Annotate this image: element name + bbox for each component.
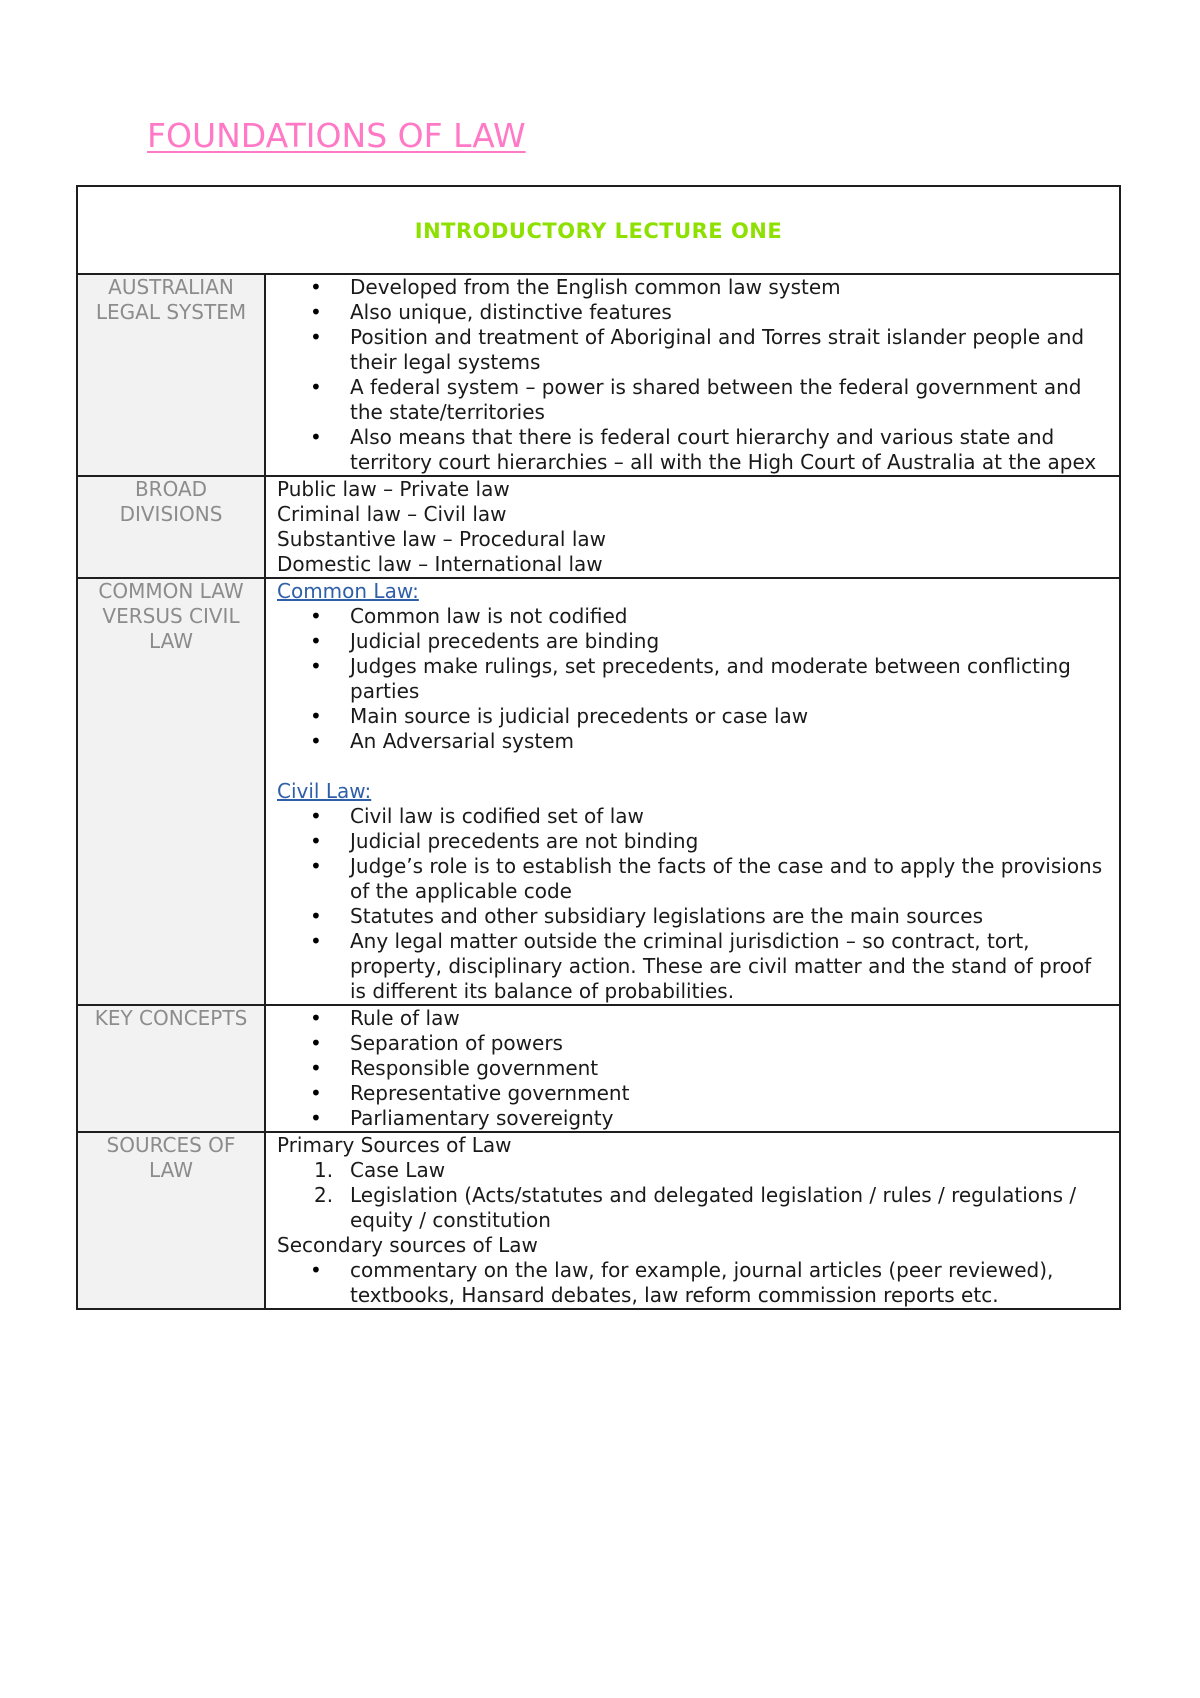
primary-sources-heading: Primary Sources of Law: [277, 1133, 512, 1157]
list-item: • Judicial precedents are not binding: [277, 829, 1111, 854]
list-item: • A federal system – power is shared between the federal government and the state/territories: [277, 375, 1111, 425]
list-item: • Developed from the English common law system: [277, 275, 1111, 300]
numbered-list: [277, 1158, 1111, 1233]
row-content-sources-of-law: [265, 1132, 1120, 1309]
list-item: • Any legal matter outside the criminal jurisdiction – so contract, tort, property, disciplinary action. These are civil matter and the stand of proof is different its balance of probabilities.: [277, 929, 1111, 1004]
list-item: • Parliamentary sovereignty: [277, 1106, 1111, 1131]
list-item: • Responsible government: [277, 1056, 1111, 1081]
bullet-list: [277, 1258, 1111, 1308]
common-law-bullet-list: [277, 604, 1111, 754]
civil-law-heading: Civil Law:: [277, 779, 372, 803]
list-item: Legislation (Acts/statutes and delegated legislation / rules / regulations / equity / constitution: [350, 1183, 1077, 1232]
table-heading: [77, 186, 1120, 274]
lecture-notes-table: [76, 185, 1121, 1310]
list-item: • Common law is not codified: [277, 604, 1111, 629]
table-row: [77, 274, 1120, 476]
list-item: Case Law: [350, 1158, 446, 1182]
row-content-key-concepts: [265, 1005, 1120, 1132]
spacer: [277, 754, 1111, 779]
row-label-sources-of-law: SOURCES OF LAW: [77, 1132, 265, 1309]
row-label-key-concepts: KEY CONCEPTS: [77, 1005, 265, 1132]
division-line: Public law – Private law: [277, 477, 510, 501]
secondary-sources-heading: Secondary sources of Law: [277, 1233, 538, 1257]
list-item: • Also means that there is federal court hierarchy and various state and territory court hierarchies – all with the High Court of Australia at the apex: [277, 425, 1111, 475]
list-item: • Rule of law: [277, 1006, 1111, 1031]
list-item: • Also unique, distinctive features: [277, 300, 1111, 325]
list-item: • Judge’s role is to establish the facts of the case and to apply the provisions of the applicable code: [277, 854, 1111, 904]
table-row: [77, 1005, 1120, 1132]
division-line: Criminal law – Civil law: [277, 502, 507, 526]
division-line: Domestic law – International law: [277, 552, 603, 576]
row-label-broad-divisions: BROAD DIVISIONS: [77, 476, 265, 578]
list-item: • Judicial precedents are binding: [277, 629, 1111, 654]
list-item: • Civil law is codified set of law: [277, 804, 1111, 829]
row-label-common-vs-civil: COMMON LAW VERSUS CIVIL LAW: [77, 578, 265, 1005]
list-item: • commentary on the law, for example, journal articles (peer reviewed), textbooks, Hansard debates, law reform commission reports etc.: [277, 1258, 1111, 1308]
table-row: [77, 1132, 1120, 1309]
list-item: • An Adversarial system: [277, 729, 1111, 754]
table-heading-row: [77, 186, 1120, 274]
row-label-australian-legal-system: AUSTRALIAN LEGAL SYSTEM: [77, 274, 265, 476]
common-law-heading: Common Law:: [277, 579, 419, 603]
list-item: • Main source is judicial precedents or case law: [277, 704, 1111, 729]
list-item: • Statutes and other subsidiary legislations are the main sources: [277, 904, 1111, 929]
row-content-broad-divisions: [265, 476, 1120, 578]
list-item: • Position and treatment of Aboriginal and Torres strait islander people and their legal systems: [277, 325, 1111, 375]
row-content-australian-legal-system: [265, 274, 1120, 476]
bullet-list: [277, 275, 1111, 475]
list-item: • Judges make rulings, set precedents, and moderate between conflicting parties: [277, 654, 1111, 704]
list-item: • Separation of powers: [277, 1031, 1111, 1056]
civil-law-bullet-list: [277, 804, 1111, 1004]
table-row: [77, 476, 1120, 578]
table-heading-text: INTRODUCTORY LECTURE ONE: [414, 218, 783, 243]
table-row: [77, 578, 1120, 1005]
bullet-list: [277, 1006, 1111, 1131]
document-title: FOUNDATIONS OF LAW: [147, 116, 526, 155]
list-item: • Representative government: [277, 1081, 1111, 1106]
division-line: Substantive law – Procedural law: [277, 527, 607, 551]
row-content-common-vs-civil: [265, 578, 1120, 1005]
